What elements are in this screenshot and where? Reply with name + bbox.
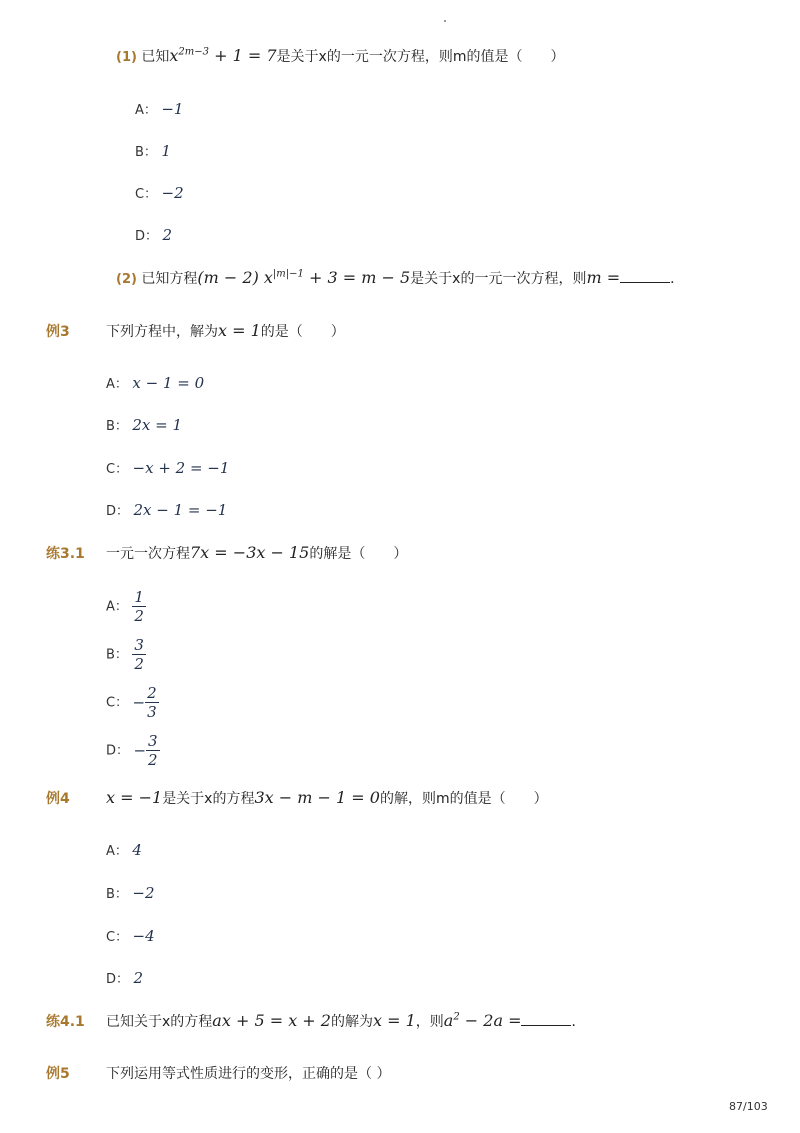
example-4-label: 例4 (46, 791, 70, 807)
option-c[interactable]: C： −x + 2 = −1 (106, 459, 230, 477)
option-c[interactable]: C： − $\frac{2}{3}$ (106, 684, 157, 721)
question-text: 是关于x的一元一次方程，则m的值是（ ） (276, 49, 565, 65)
example-5-question: 下列运用等式性质进行的变形，正确的是（ ） (106, 1066, 391, 1082)
practice-4-1-label: 练4.1 (46, 1014, 85, 1030)
option-d[interactable]: D： 2 (106, 969, 144, 987)
math-expression: (m − 2) $x^{|m|-1} + 3 = m - 5$ (197, 268, 411, 287)
subquestion-label: (1) (116, 50, 137, 65)
fraction: $\frac{3}{2}$ (148, 732, 158, 769)
example-3-label: 例3 (46, 324, 70, 340)
subquestion-2: (2) 已知方程(m − 2) $x^{|m|-1} + 3 = m - 5$是关于x的一元一次方程，则m = ． (116, 268, 685, 287)
page-number: 87/103 (729, 1100, 768, 1113)
option-b[interactable]: B： −2 (106, 884, 155, 902)
answer-blank[interactable] (521, 1011, 571, 1026)
option-d[interactable]: D： 2 (135, 226, 173, 244)
answer-blank[interactable] (620, 268, 670, 283)
practice-3-1-label: 练3.1 (46, 546, 85, 562)
question-text: 已知方程 (141, 271, 198, 287)
math-expression: m = (586, 268, 621, 287)
option-b[interactable]: B： $\frac{3}{2}$ (106, 636, 144, 673)
example-5-label: 例5 (46, 1066, 70, 1082)
question-text: 已知 (141, 49, 170, 65)
option-b[interactable]: B： 2x = 1 (106, 416, 183, 434)
subquestion-1 (116, 46, 564, 66)
fraction: $\frac{3}{2}$ (134, 636, 144, 673)
question-text: 是关于x的一元一次方程，则 (410, 271, 587, 287)
option-c[interactable]: C： −2 (135, 184, 184, 202)
subquestion-label: (2) (116, 272, 137, 287)
fraction: $\frac{2}{3}$ (147, 684, 157, 721)
example-3-question: 下列方程中，解为x = 1的是（ ） (106, 321, 345, 340)
option-c[interactable]: C： −4 (106, 927, 155, 945)
option-a[interactable]: A： 4 (106, 841, 142, 859)
option-a[interactable]: A： x − 1 = 0 (106, 374, 205, 392)
option-b[interactable]: B： 1 (135, 142, 171, 160)
fraction: $\frac{1}{2}$ (134, 588, 144, 625)
option-d[interactable]: D： − $\frac{3}{2}$ (106, 732, 158, 769)
example-4-question: x = −1是关于x的方程3x − m − 1 = 0的解，则m的值是（ ） (106, 788, 548, 807)
option-d[interactable]: D： 2x − 1 = −1 (106, 501, 228, 519)
practice-3-1-question: 一元一次方程7x = −3x − 15的解是（ ） (106, 543, 408, 562)
header-mark (444, 20, 446, 22)
practice-4-1-question: 已知关于x的方程ax + 5 = x + 2的解为x = 1，则$a^2 - 2a$ = ． (106, 1011, 586, 1030)
option-a[interactable]: A： $\frac{1}{2}$ (106, 588, 144, 625)
math-expression: $x^{2m-3} + 1 = 7$ (169, 46, 277, 65)
option-a[interactable]: A： −1 (135, 100, 184, 118)
